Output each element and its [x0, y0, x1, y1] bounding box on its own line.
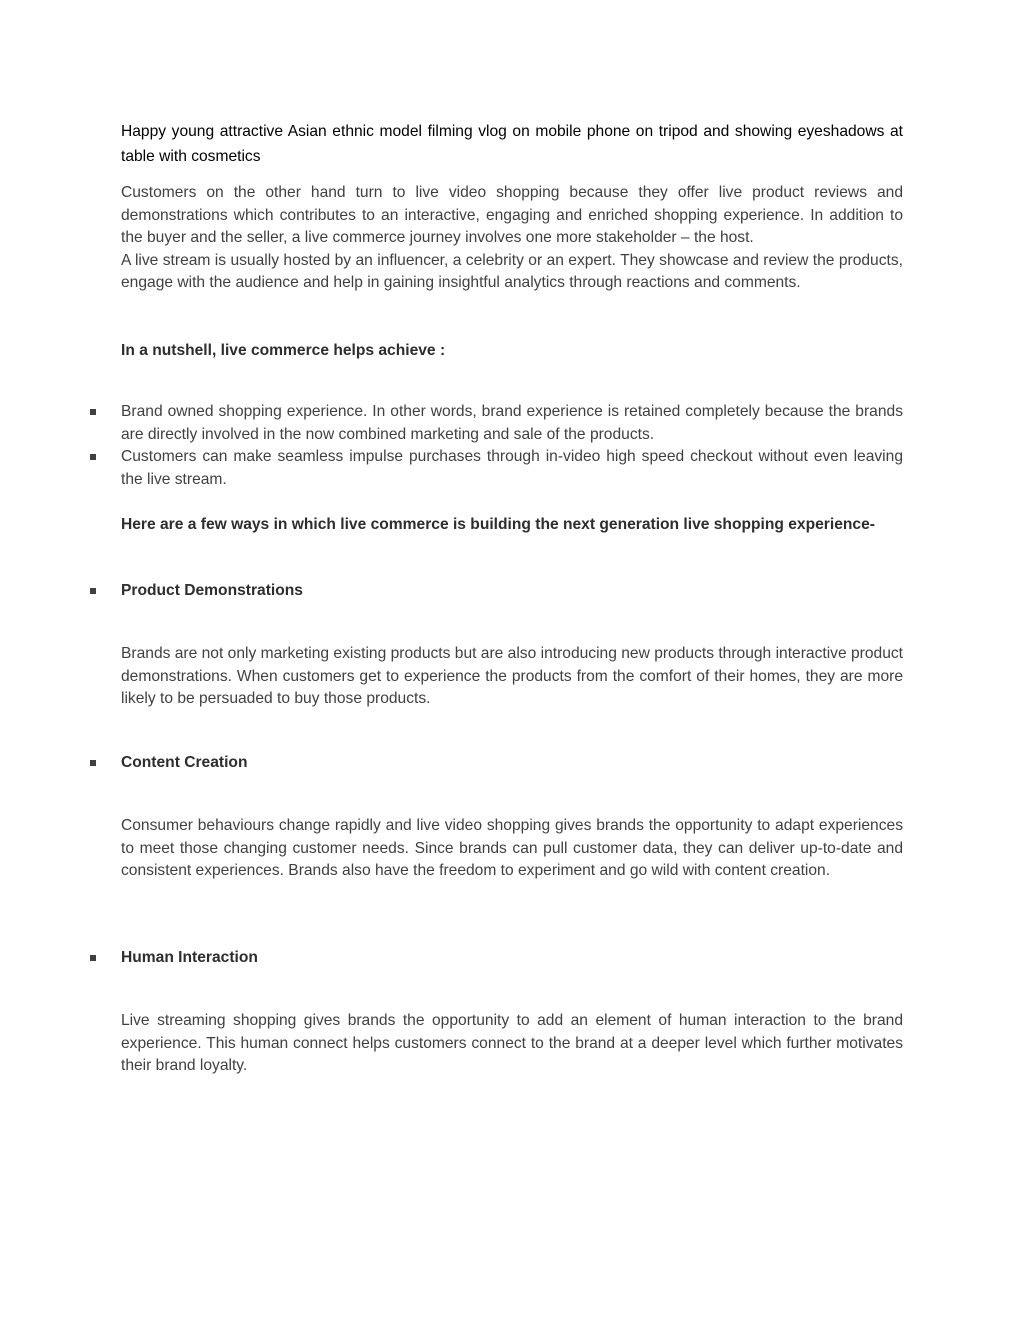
nutshell-heading: In a nutshell, live commerce helps achieve :	[121, 342, 446, 359]
section-title-product-demonstrations: Product Demonstrations	[121, 582, 303, 599]
square-bullet-icon	[90, 760, 96, 766]
intro-paragraph	[121, 182, 903, 295]
intro-paragraph-b: A live stream is usually hosted by an influencer, a celebrity or an expert. They showcase and review the products, engage with the audience and help in gaining insightful analytics through reactions and comments.	[121, 251, 903, 291]
intro-paragraph-a: Customers on the other hand turn to live video shopping because they offer live product reviews and demonstrations which contributes to an interactive, engaging and enriched shopping experience. In addition to the buyer and the seller, a live commerce journey involves one more stakeholder – the host.	[121, 184, 903, 246]
square-bullet-icon	[90, 955, 96, 961]
section-title-human-interaction: Human Interaction	[121, 949, 258, 966]
list-item: Brand owned shopping experience. In other words, brand experience is retained completely because the brands are directly involved in the now combined marketing and sale of the products.	[121, 403, 903, 443]
section-body-content-creation: Consumer behaviours change rapidly and live video shopping gives brands the opportunity to adapt experiences to meet those changing customer needs. Since brands can pull customer data, they can deliver up-to-date and consistent experiences. Brands also have the freedom to experiment and go wild with content creation.	[121, 817, 903, 879]
square-bullet-icon	[90, 454, 96, 460]
ways-heading: Here are a few ways in which live commerce is building the next generation live shopping experience-	[121, 516, 875, 533]
section-body-product-demonstrations: Brands are not only marketing existing products but are also introducing new products through interactive product demonstrations. When customers get to experience the products from the comfort of their homes, they are more likely to be persuaded to buy those products.	[121, 645, 903, 707]
square-bullet-icon	[90, 588, 96, 594]
list-item: Customers can make seamless impulse purchases through in-video high speed checkout without even leaving the live stream.	[121, 448, 903, 488]
square-bullet-icon	[90, 409, 96, 415]
section-title-content-creation: Content Creation	[121, 754, 248, 771]
image-caption: Happy young attractive Asian ethnic model filming vlog on mobile phone on tripod and showing eyeshadows at table with cosmetics	[121, 123, 903, 165]
section-body-human-interaction: Live streaming shopping gives brands the opportunity to add an element of human interaction to the brand experience. This human connect helps customers connect to the brand at a deeper level which further motivates their brand loyalty.	[121, 1012, 903, 1074]
